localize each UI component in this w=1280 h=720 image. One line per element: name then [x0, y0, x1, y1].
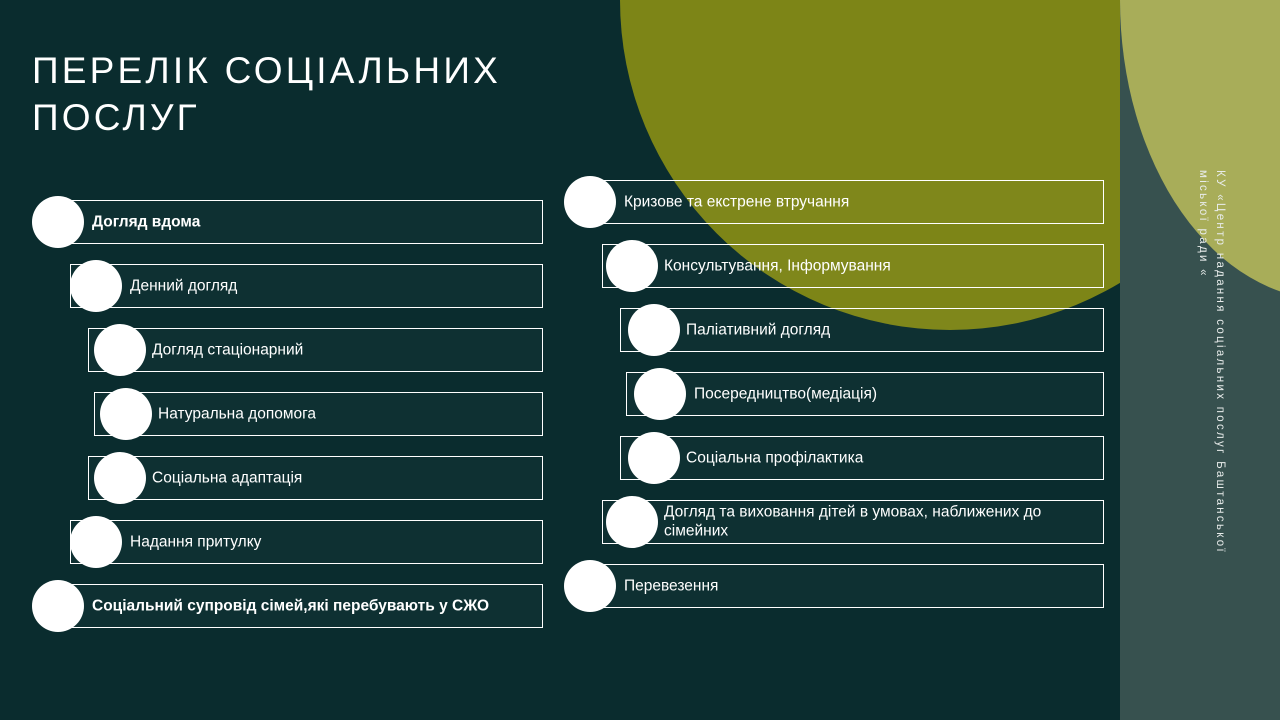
- list-item[interactable]: [28, 200, 548, 244]
- list-item-label: Надання притулку: [130, 533, 262, 551]
- list-item[interactable]: [560, 372, 1108, 416]
- list-item-label: Догляд та виховання дітей в умовах, наближених до сімейних: [664, 503, 1042, 539]
- list-item-bullet: [100, 388, 152, 440]
- list-item-label: Консультування, Інформування: [664, 257, 891, 275]
- list-item-label: Кризове та екстрене втручання: [624, 193, 850, 211]
- list-item-label: Соціальна адаптація: [152, 469, 303, 487]
- list-item-label: Догляд стаціонарний: [152, 341, 304, 359]
- list-item[interactable]: [560, 500, 1108, 544]
- list-item-bullet: [70, 260, 122, 312]
- list-item-label: Соціальна профілактика: [686, 449, 864, 467]
- list-item-label: Паліативний догляд: [686, 321, 831, 339]
- list-item-bullet: [606, 496, 658, 548]
- list-item-bullet: [564, 560, 616, 612]
- list-item-label: Догляд вдома: [92, 213, 201, 231]
- page-title: ПЕРЕЛІК СОЦІАЛЬНИХ ПОСЛУГ: [32, 49, 502, 139]
- list-item[interactable]: [28, 584, 548, 628]
- list-item-label: Посередництво(медіація): [694, 385, 878, 403]
- list-item-bullet: [70, 516, 122, 568]
- list-item-label: Перевезення: [624, 577, 719, 595]
- list-item-label: Натуральна допомога: [158, 405, 317, 423]
- list-item[interactable]: [560, 308, 1108, 352]
- organization-caption: КУ «Центр надання соціальних послуг Баштанської міської ради «: [1196, 170, 1226, 554]
- list-item-bullet: [94, 452, 146, 504]
- list-item[interactable]: [560, 180, 1108, 224]
- right-service-list: [560, 180, 1108, 628]
- list-item[interactable]: [560, 564, 1108, 608]
- list-item[interactable]: [28, 328, 548, 372]
- list-item-bullet: [634, 368, 686, 420]
- list-item-label: Соціальний супровід сімей,які перебувають у СЖО: [92, 597, 490, 615]
- list-item[interactable]: [28, 520, 548, 564]
- list-item-bullet: [606, 240, 658, 292]
- list-item[interactable]: [560, 436, 1108, 480]
- list-item[interactable]: [560, 244, 1108, 288]
- list-item-bullet: [32, 196, 84, 248]
- list-item[interactable]: [28, 456, 548, 500]
- list-item[interactable]: [28, 264, 548, 308]
- left-service-list: [28, 200, 548, 648]
- list-item-bullet: [32, 580, 84, 632]
- list-item-label: Денний догляд: [130, 277, 238, 295]
- list-item[interactable]: [28, 392, 548, 436]
- list-item-bullet: [628, 304, 680, 356]
- list-item-bullet: [628, 432, 680, 484]
- list-item-bullet: [94, 324, 146, 376]
- list-item-bullet: [564, 176, 616, 228]
